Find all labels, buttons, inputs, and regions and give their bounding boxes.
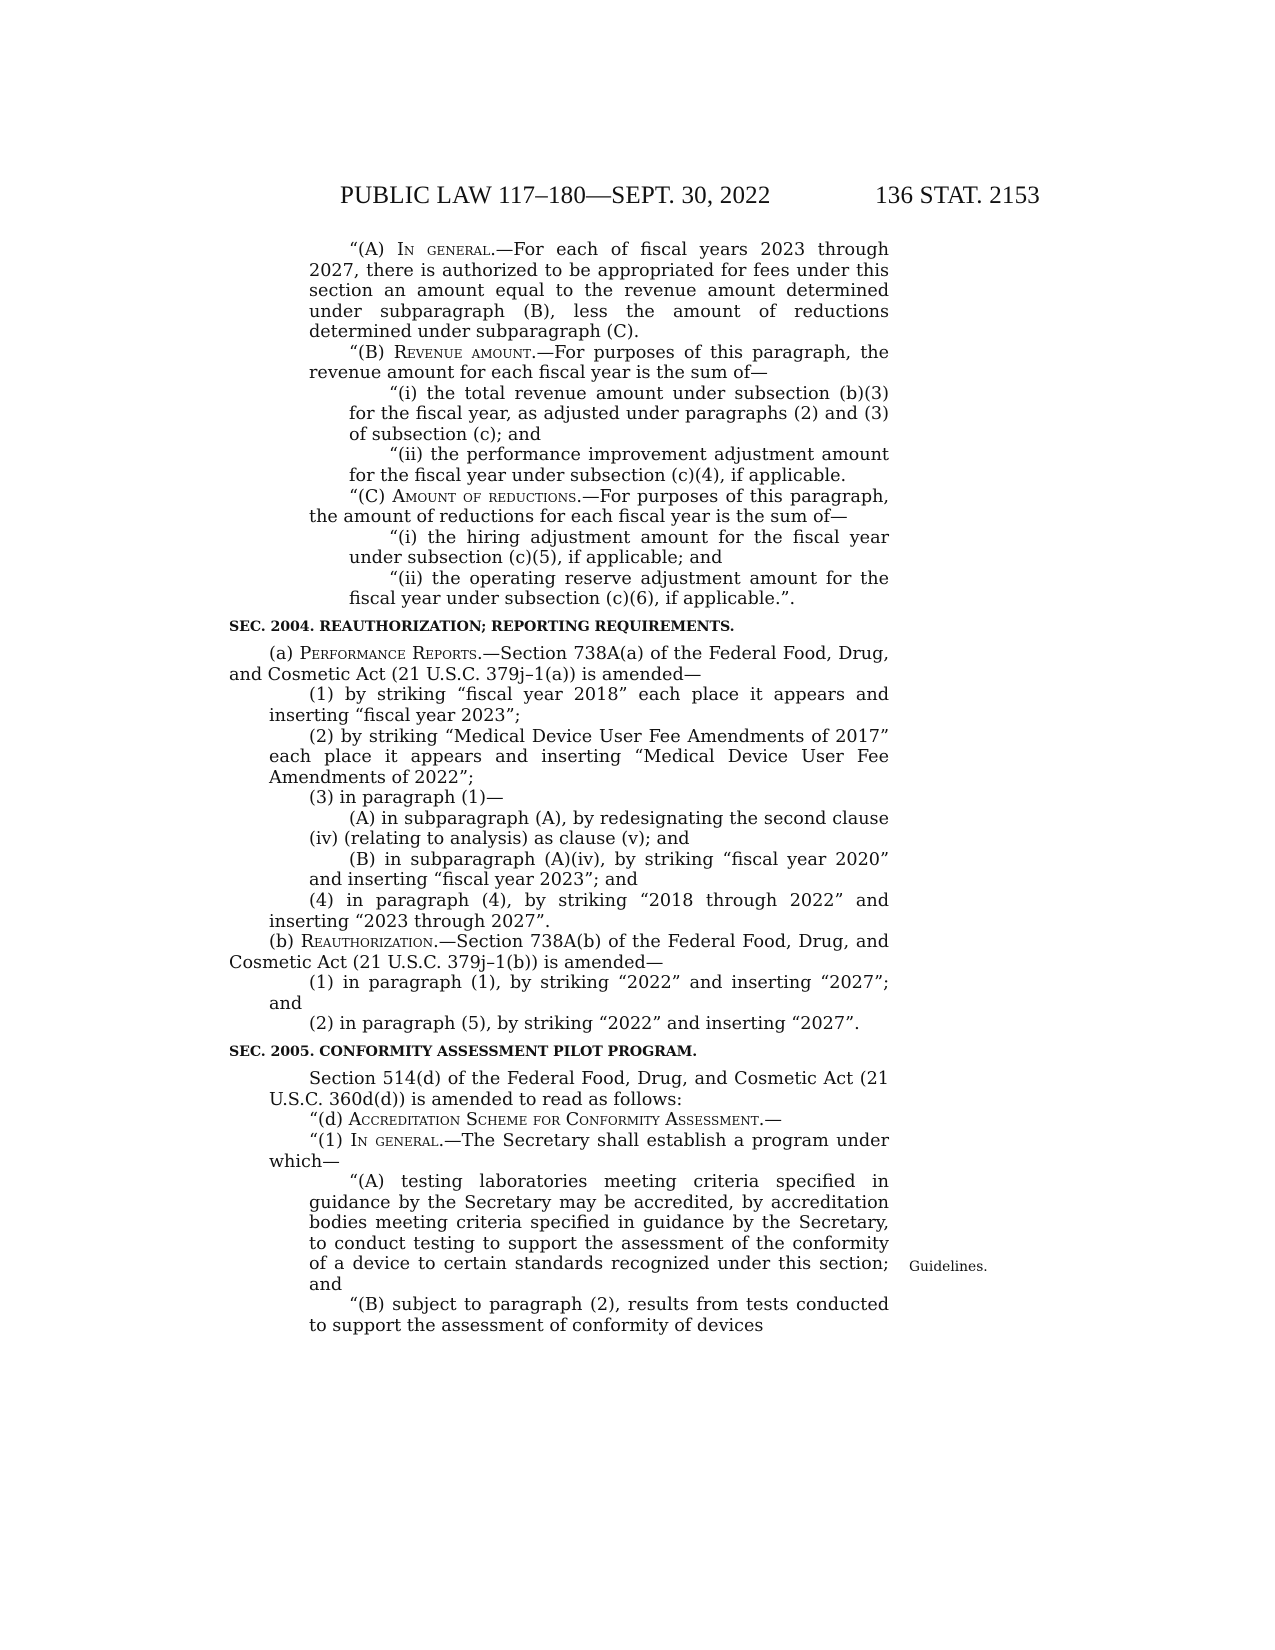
item-a-1: (1) by striking “fiscal year 2018” each place it appears and inserting “fiscal year 2023”; [269,685,889,727]
item-a-3: (3) in paragraph (1)— [309,788,504,809]
paragraph-b-revenue-amount: “(B) Revenue amount.—For purposes of this paragraph, the revenue amount for each fiscal year is the sum of— [309,342,890,384]
document-body [229,240,889,1336]
law-citation: PUBLIC LAW 117–180—SEPT. 30, 2022 [340,182,771,209]
subsection-d-accreditation-scheme: “(d) Accreditation Scheme for Conformity Assessment.— [309,1110,782,1131]
page-header [340,182,1040,212]
section-2005-intro: Section 514(d) of the Federal Food, Drug, and Cosmetic Act (21 U.S.C. 360d(d)) is amended to read as follows: [269,1069,889,1110]
paragraph-c-amount-of-reductions: “(C) Amount of reductions.—For purposes of this paragraph, the amount of reductions for each fiscal year is the sum of— [309,486,890,528]
clause-c-i: “(i) the hiring adjustment amount for the fiscal year under subsection (c)(5), if applicable; and [349,527,889,569]
item-a-3-B: (B) in subparagraph (A)(iv), by striking “fiscal year 2020” and inserting “fiscal year 2023”; and [309,849,889,891]
subparagraph-d-1-A: “(A) testing laboratories meeting criteria specified in guidance by the Secretary may be accredited, by accreditation bodies meeting criteria specified in guidance by the Secretary, to conduct testing to support the assessment of the conformity of a device to certain standards recognized under this section; and [309,1172,889,1295]
item-b-1: (1) in paragraph (1), by striking “2022” and inserting “2027”; and [269,973,889,1014]
clause-b-i: “(i) the total revenue amount under subsection (b)(3) for the fiscal year, as adjusted under paragraphs (2) and (3) of subsection (c); and [349,383,889,445]
clause-c-ii: “(ii) the operating reserve adjustment amount for the fiscal year under subsection (c)(6), if applicable.”. [349,568,889,610]
margin-note-guidelines: Guidelines. [909,1259,988,1275]
item-a-2: (2) by striking “Medical Device User Fee Amendments of 2017” each place it appears and inserting “Medical Device User Fee Amendments of 2022”; [269,726,889,788]
paragraph-d-1-in-general: “(1) In general.—The Secretary shall establish a program under which— [269,1130,889,1172]
subparagraph-d-1-B: “(B) subject to paragraph (2), results from tests conducted to support the assessment of conformity of devices [309,1295,889,1336]
item-a-4: (4) in paragraph (4), by striking “2018 through 2022” and inserting “2023 through 2027”. [269,890,889,932]
statute-page-number: 136 STAT. 2153 [875,182,1040,209]
subsection-b-reauthorization: (b) Reauthorization.—Section 738A(b) of the Federal Food, Drug, and Cosmetic Act (21 U.S.C. 379j–1(b)) is amended— [229,932,889,973]
clause-b-ii: “(ii) the performance improvement adjustment amount for the fiscal year under subsection (c)(4), if applicable. [349,445,889,487]
paragraph-a-in-general: “(A) In general.—For each of fiscal years 2023 through 2027, there is authorized to be appropriated for fees under this section an amount equal to the revenue amount determined under subparagraph (B), less the amount of reductions determined under subparagraph (C). [309,240,890,343]
section-2005-heading: SEC. 2005. CONFORMITY ASSESSMENT PILOT PROGRAM. [229,1043,698,1060]
item-b-2: (2) in paragraph (5), by striking “2022” and inserting “2027”. [309,1014,860,1035]
item-a-3-A: (A) in subparagraph (A), by redesignating the second clause (iv) (relating to analysis) as clause (v); and [309,808,889,850]
subsection-a-performance-reports: (a) Performance Reports.—Section 738A(a) of the Federal Food, Drug, and Cosmetic Act (21 U.S.C. 379j–1(a)) is amended— [229,644,889,685]
section-2004-heading: SEC. 2004. REAUTHORIZATION; REPORTING REQUIREMENTS. [229,618,735,635]
